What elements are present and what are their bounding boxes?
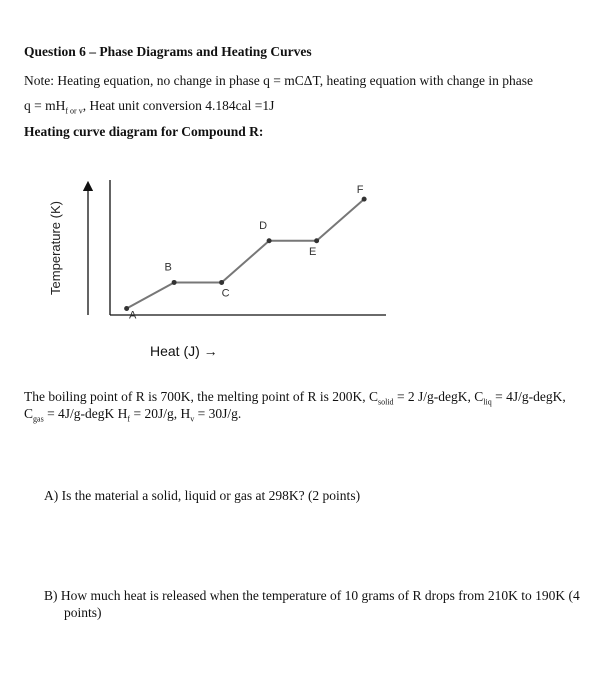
question-title: Question 6 – Phase Diagrams and Heating Curves xyxy=(24,44,312,59)
note-conversion: , Heat unit conversion 4.184cal =1J xyxy=(82,98,275,113)
info-text-1a: The boiling point of R is 700K, the melting point of R is 200K, C xyxy=(24,389,378,404)
point-label-c: C xyxy=(221,287,230,300)
heating-curve-chart xyxy=(30,170,400,370)
y-axis-label: Temperature (K) xyxy=(48,201,63,295)
note-line-1: Note: Heating equation, no change in phase q = mCΔT, heating equation with change in phase xyxy=(24,73,534,88)
info-text-2b: = 4J/g-degK H xyxy=(43,406,128,421)
diagram-heading: Heating curve diagram for Compound R: xyxy=(24,124,264,139)
point-label-f: F xyxy=(356,184,364,197)
info-text-1c: = 4J/g-degK, xyxy=(491,389,566,404)
curve-point-e xyxy=(314,238,319,243)
note-equation-subscript: f or v xyxy=(65,106,83,116)
info-sub-f: f xyxy=(127,414,131,424)
question-a-label: A) xyxy=(44,488,59,503)
info-line-2 xyxy=(24,406,241,422)
info-sub-gas: gas xyxy=(33,414,44,424)
question-a xyxy=(44,487,604,504)
info-text-2c: = 20J/g, H xyxy=(130,406,191,421)
info-sub-v: v xyxy=(190,414,195,424)
info-sub-solid: solid xyxy=(378,397,394,407)
question-b-text: How much heat is released when the temperature of 10 grams of R drops from 210K to 190K (4 points) xyxy=(60,588,580,620)
point-label-e: E xyxy=(308,245,317,258)
point-label-d: D xyxy=(259,219,268,232)
question-a-text: Is the material a solid, liquid or gas at 298K? (2 points) xyxy=(61,488,361,503)
point-label-a: A xyxy=(128,309,137,322)
note-line-2 xyxy=(24,98,274,114)
curve-point-d xyxy=(267,238,272,243)
question-b-label: B) xyxy=(44,588,58,603)
info-line-1 xyxy=(24,389,566,405)
info-sub-liq: liq xyxy=(483,397,492,407)
info-text-2a: C xyxy=(24,406,34,421)
curve-point-f xyxy=(362,197,367,202)
info-text-2d: = 30J/g. xyxy=(194,406,242,421)
info-text-1b: = 2 J/g-degK, C xyxy=(393,389,484,404)
curve-point-b xyxy=(172,280,177,285)
x-axis-label: Heat (J) → xyxy=(150,343,218,359)
heating-curve-line xyxy=(127,199,365,308)
point-label-b: B xyxy=(164,261,172,274)
note-equation: q = mH xyxy=(24,98,66,113)
curve-point-c xyxy=(219,280,224,285)
question-b xyxy=(44,587,609,621)
